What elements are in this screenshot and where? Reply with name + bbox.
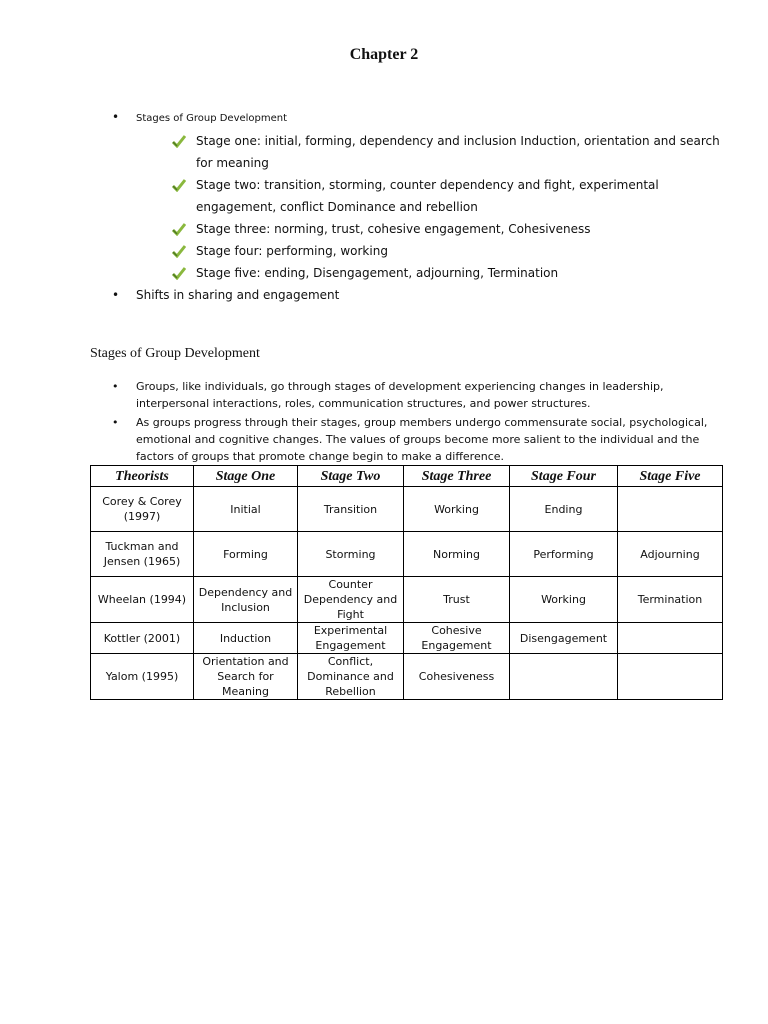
stage-text: Stage two: transition, storming, counter dependency and fight, experimental engagement, conflict Dominance and rebellion bbox=[196, 178, 659, 214]
table-cell: Orientation and Search for Meaning bbox=[194, 654, 298, 700]
paragraph-item bbox=[112, 414, 732, 465]
bullet-dot-icon: • bbox=[112, 110, 120, 124]
table-cell: Cohesiveness bbox=[404, 654, 510, 700]
table-row bbox=[91, 487, 723, 532]
paragraph-list bbox=[112, 378, 732, 467]
table-cell: Forming bbox=[194, 532, 298, 577]
table-cell: Corey & Corey (1997) bbox=[91, 487, 194, 532]
table-header-row bbox=[91, 466, 723, 487]
table-cell: Initial bbox=[194, 487, 298, 532]
header-theorists: Theorists bbox=[91, 466, 194, 487]
bullet-dot-icon: • bbox=[112, 380, 119, 393]
stage-text: Stage one: initial, forming, dependency and inclusion Induction, orientation and search for meaning bbox=[196, 134, 720, 170]
outline-item-shifts bbox=[112, 284, 732, 306]
table-cell: Performing bbox=[510, 532, 618, 577]
table-cell: Dependency and Inclusion bbox=[194, 577, 298, 623]
table-cell: Working bbox=[510, 577, 618, 623]
table-cell: Wheelan (1994) bbox=[91, 577, 194, 623]
table-cell: Disengagement bbox=[510, 623, 618, 654]
outline-item-stages bbox=[112, 106, 732, 130]
table-cell: Kottler (2001) bbox=[91, 623, 194, 654]
check-icon bbox=[172, 266, 186, 280]
check-icon bbox=[172, 178, 186, 192]
table-cell: Induction bbox=[194, 623, 298, 654]
bullet-dot-icon: • bbox=[112, 416, 119, 429]
stage-text: Stage three: norming, trust, cohesive engagement, Cohesiveness bbox=[196, 222, 591, 236]
chapter-title: Chapter 2 bbox=[349, 46, 419, 63]
table-cell: Experimental Engagement bbox=[298, 623, 404, 654]
table-row bbox=[91, 623, 723, 654]
table-row bbox=[91, 654, 723, 700]
stage-item bbox=[112, 174, 732, 218]
header-stage-two: Stage Two bbox=[298, 466, 404, 487]
table-cell: Storming bbox=[298, 532, 404, 577]
bullet-dot-icon: • bbox=[112, 288, 120, 302]
table-cell bbox=[618, 487, 723, 532]
stage-list bbox=[112, 130, 732, 284]
table-row bbox=[91, 532, 723, 577]
table-cell: Termination bbox=[618, 577, 723, 623]
table-cell: Counter Dependency and Fight bbox=[298, 577, 404, 623]
check-icon bbox=[172, 134, 186, 148]
check-icon bbox=[172, 222, 186, 236]
header-stage-four: Stage Four bbox=[510, 466, 618, 487]
table-cell: Transition bbox=[298, 487, 404, 532]
table-cell: Cohesive Engagement bbox=[404, 623, 510, 654]
table-cell: Trust bbox=[404, 577, 510, 623]
table-cell bbox=[510, 654, 618, 700]
table-cell bbox=[618, 623, 723, 654]
table-cell: Ending bbox=[510, 487, 618, 532]
outline-list bbox=[112, 106, 732, 306]
outline-item-label: Shifts in sharing and engagement bbox=[136, 288, 340, 302]
table-cell: Conflict, Dominance and Rebellion bbox=[298, 654, 404, 700]
paragraph-item bbox=[112, 378, 732, 412]
stage-item bbox=[112, 262, 732, 284]
table-row bbox=[91, 577, 723, 623]
paragraph-text: As groups progress through their stages, group members undergo commensurate social, psychological, emotional and cognitive changes. The values of groups become more salient to the individual and the factors of groups that promote change begin to make a difference. bbox=[136, 416, 708, 463]
stage-text: Stage five: ending, Disengagement, adjourning, Termination bbox=[196, 266, 559, 280]
stage-item bbox=[112, 240, 732, 262]
table-cell: Tuckman and Jensen (1965) bbox=[91, 532, 194, 577]
header-stage-five: Stage Five bbox=[618, 466, 723, 487]
header-stage-one: Stage One bbox=[194, 466, 298, 487]
stage-item bbox=[112, 130, 732, 174]
table-cell: Yalom (1995) bbox=[91, 654, 194, 700]
stage-text: Stage four: performing, working bbox=[196, 244, 388, 258]
check-icon bbox=[172, 244, 186, 258]
table-cell: Norming bbox=[404, 532, 510, 577]
table-cell: Working bbox=[404, 487, 510, 532]
paragraph-text: Groups, like individuals, go through stages of development experiencing changes in leadership, interpersonal interactions, roles, communication structures, and power structures. bbox=[136, 380, 664, 410]
table-cell: Adjourning bbox=[618, 532, 723, 577]
stages-table bbox=[90, 465, 723, 700]
table-cell bbox=[618, 654, 723, 700]
header-stage-three: Stage Three bbox=[404, 466, 510, 487]
outline-item-label: Stages of Group Development bbox=[136, 113, 288, 124]
stage-item bbox=[112, 218, 732, 240]
section-heading: Stages of Group Development bbox=[90, 346, 260, 361]
